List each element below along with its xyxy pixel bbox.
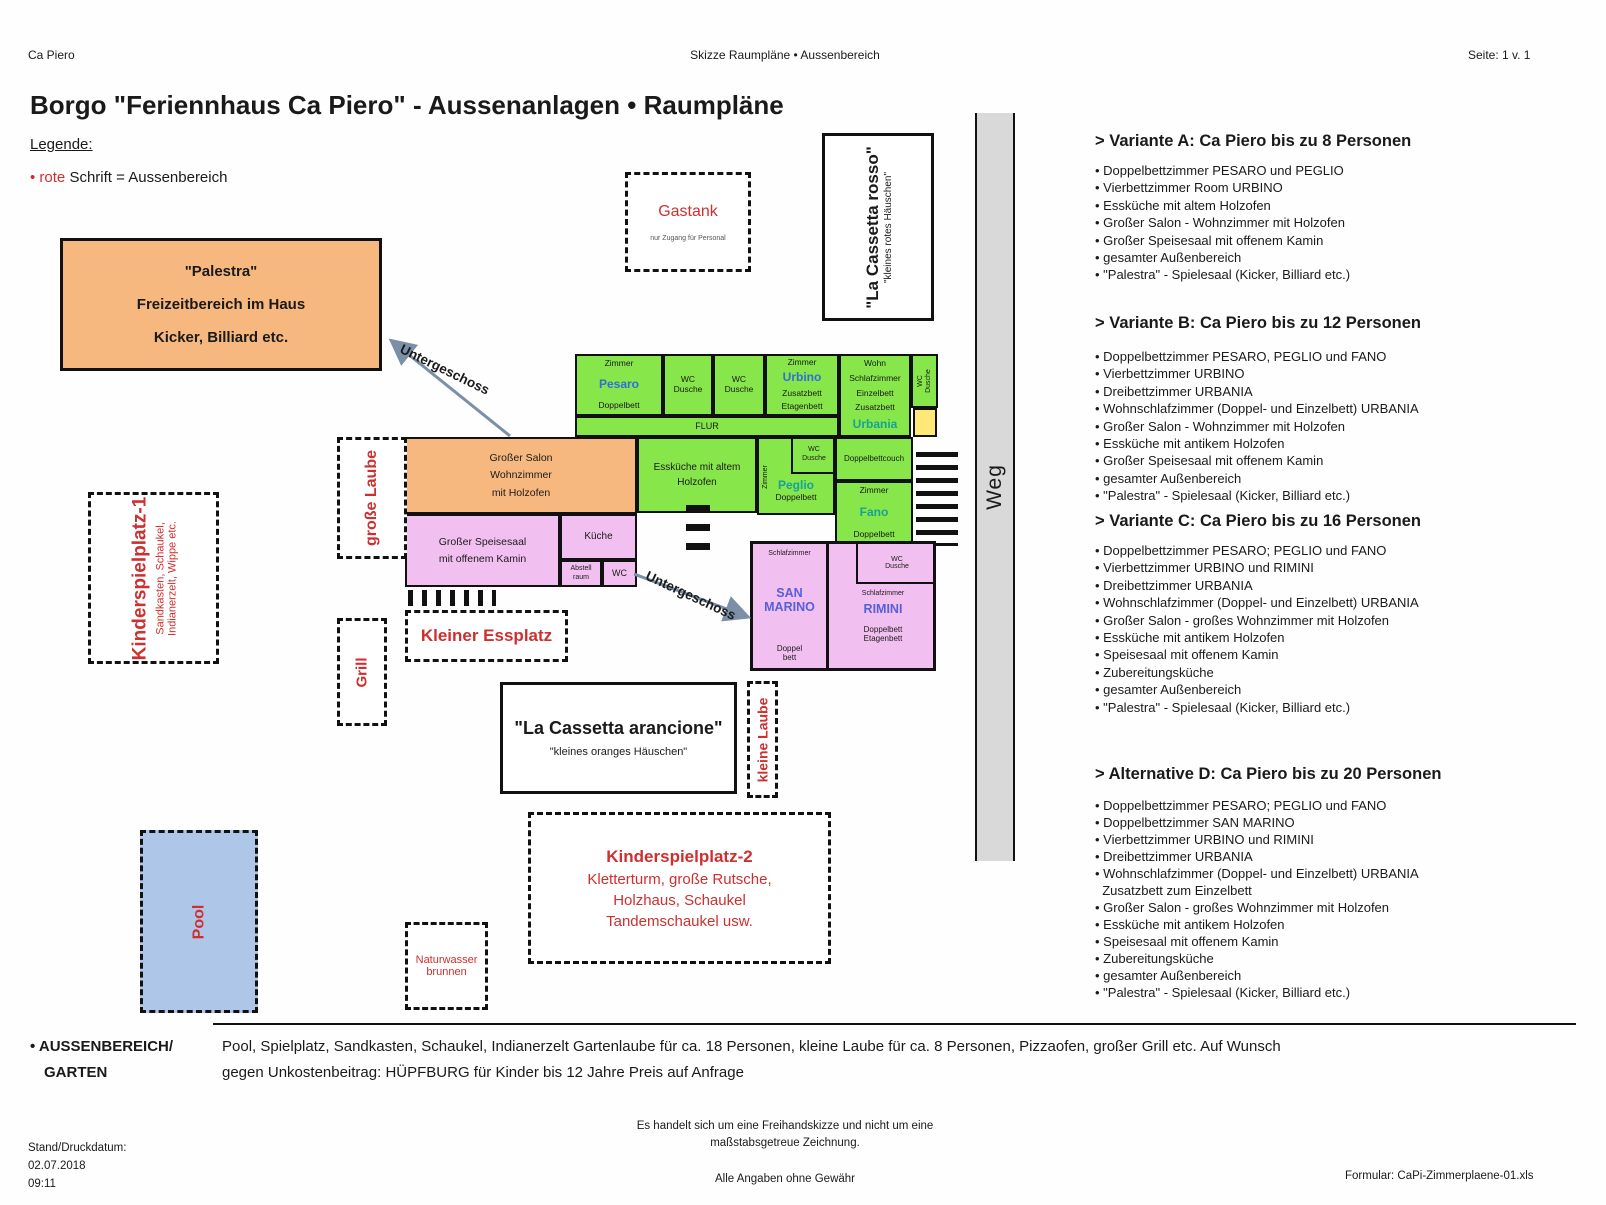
- stairs-east: [916, 452, 958, 546]
- esskueche-l2: Holzofen: [677, 476, 717, 488]
- kleiner-essplatz-area: [405, 610, 568, 662]
- room-urbino-bed2: Etagenbett: [781, 401, 823, 412]
- corridor-flur: [575, 416, 839, 437]
- wc-label: WC: [612, 568, 627, 579]
- wc-label: WC: [680, 374, 696, 385]
- bottom-divider: [213, 1023, 1576, 1025]
- weg-label: Weg: [983, 464, 1006, 510]
- variant-item: • Dreibettzimmer URBANIA: [1095, 383, 1253, 399]
- room-urbania: [839, 354, 911, 437]
- dusche-label: Dusche: [673, 384, 703, 394]
- gastank-note: nur Zugang für Personal: [650, 234, 726, 242]
- footer-note-2: maßstabsgetreue Zeichnung.: [710, 1137, 860, 1149]
- room-speisesaal: [405, 514, 560, 587]
- header-right-page-number: Seite: 1 v. 1: [1468, 48, 1531, 62]
- variant-item: • Großer Salon - großes Wohnzimmer mit Holzofen: [1095, 900, 1390, 915]
- wc-label: WC: [731, 374, 747, 385]
- variant-item: • gesamter Außenbereich: [1095, 968, 1242, 983]
- kinderspielplatz-2-title: Kinderspielplatz-2: [606, 846, 753, 866]
- dusche-label: Dusche: [885, 563, 909, 570]
- room-wc-dusche-4: [791, 437, 835, 474]
- wc-label: WC: [891, 556, 903, 563]
- variant-item: • Großer Salon - großes Wohnzimmer mit Holzofen: [1095, 612, 1390, 628]
- esskueche-l1: Essküche mit altem: [653, 462, 741, 473]
- room-rimini-type: Schlafzimmer: [861, 590, 905, 597]
- variant-b-heading: > Variante B: Ca Piero bis zu 12 Personen: [1095, 314, 1421, 332]
- variant-item: • Großer Salon - Wohnzimmer mit Holzofen: [1095, 418, 1345, 434]
- room-fano-name: Fano: [859, 505, 889, 520]
- variant-item: • Dreibettzimmer URBANIA: [1095, 849, 1253, 864]
- variant-d-heading: > Alternative D: Ca Piero bis zu 20 Personen: [1095, 765, 1442, 783]
- room-urbino-name: Urbino: [782, 370, 822, 385]
- room-rimini-name: RIMINI: [863, 602, 903, 616]
- untergeschoss-upper-label: Untergeschoss: [397, 341, 492, 398]
- kinderspielplatz-2-area: [528, 812, 831, 964]
- variant-item: Zusatzbett zum Einzelbett: [1095, 883, 1252, 898]
- room-esskueche: [637, 437, 757, 513]
- kinderspielplatz-1-sub2: Indianerzelt, Wippe etc.: [166, 520, 178, 636]
- stairs-south: [408, 590, 496, 606]
- variant-item: • Doppelbettzimmer PESARO; PEGLIO und FANO: [1095, 798, 1387, 813]
- variant-item: • Vierbettzimmer URBINO: [1095, 366, 1245, 382]
- salon-l3: mit Holzofen: [491, 486, 551, 499]
- variant-item: • Zubereitungsküche: [1095, 951, 1214, 966]
- cassetta-arancione-subtitle: "kleines oranges Häuschen": [549, 746, 688, 758]
- variant-item: • Speisesaal mit offenem Kamin: [1095, 647, 1279, 663]
- variant-item: • Wohnschlafzimmer (Doppel- und Einzelbett) URBANIA: [1095, 866, 1419, 881]
- kleine-laube-area: [747, 681, 778, 798]
- wc-label: WC: [916, 375, 924, 387]
- palestra-box: [60, 238, 382, 371]
- room-wc-dusche-1: [663, 354, 713, 416]
- cassetta-rooms-block: [750, 541, 936, 671]
- variant-item: • Wohnschlafzimmer (Doppel- und Einzelbett) URBANIA: [1095, 401, 1419, 417]
- aussenbereich-label-2: GARTEN: [44, 1064, 108, 1081]
- kueche-label: Küche: [584, 531, 613, 543]
- flur-label: FLUR: [695, 421, 719, 432]
- room-pesaro-beds: Doppelbett: [598, 400, 640, 411]
- cassetta-arancione-title: "La Cassetta arancione": [514, 718, 723, 738]
- cassetta-rosso-title: "La Cassetta rosso": [862, 145, 882, 309]
- kinderspielplatz-1-sub1: Sandkasten, Schaukel,: [154, 521, 166, 635]
- wc-label: WC: [808, 446, 820, 454]
- variant-item: • Vierbettzimmer URBINO und RIMINI: [1095, 560, 1314, 576]
- room-pesaro-name: Pesaro: [598, 377, 640, 392]
- san-marino-bed1: Doppel: [776, 643, 803, 653]
- kleine-laube-label: kleine Laube: [754, 697, 771, 782]
- aussenbereich-label-1: • AUSSENBEREICH/: [30, 1038, 174, 1055]
- room-rimini: [829, 590, 937, 643]
- variant-d-items: [1095, 797, 1525, 1001]
- variant-b-section: [1095, 314, 1525, 505]
- cassetta-rosso-subtitle: "kleines rotes Häuschen": [882, 171, 894, 283]
- variant-a-heading: > Variante A: Ca Piero bis zu 8 Personen: [1095, 132, 1412, 150]
- room-urbania-l4: Zusatzbett: [855, 402, 895, 413]
- variant-item: • Essküche mit antikem Holzofen: [1095, 630, 1285, 646]
- legend-red-sample: • rote: [30, 169, 66, 186]
- variant-item: • gesamter Außenbereich: [1095, 470, 1242, 486]
- dusche-label: Dusche: [802, 454, 826, 462]
- palestra-line3: Kicker, Billiard etc.: [153, 329, 289, 346]
- footer-disclaimer: Alle Angaben ohne Gewähr: [714, 1173, 856, 1185]
- variant-item: • Großer Speisesaal mit offenem Kamin: [1095, 453, 1324, 469]
- room-wc-dusche-6: [856, 544, 936, 584]
- aussenbereich-text-1: Pool, Spielplatz, Sandkasten, Schaukel, Indianerzelt Gartenlaube für ca. 18 Personen, kleine Laube für ca. 8 Personen, Pizzaofen, großer Grill etc. Auf Wunsch: [222, 1038, 1281, 1055]
- kinderspielplatz-2-line3: Tandemschaukel usw.: [606, 912, 753, 930]
- room-salon: [405, 437, 637, 514]
- variant-item: • Großer Speisesaal mit offenem Kamin: [1095, 232, 1324, 248]
- variant-item: • Vierbettzimmer Room URBINO: [1095, 180, 1283, 196]
- cassetta-rosso-box: [822, 133, 934, 321]
- room-pesaro: [575, 354, 663, 416]
- room-abstellraum: [560, 560, 602, 587]
- kleiner-essplatz-label: Kleiner Essplatz: [420, 626, 553, 645]
- variant-item: • "Palestra" - Spielesaal (Kicker, Billiard etc.): [1095, 985, 1351, 1000]
- footer-note-1: Es handelt sich um eine Freihandskizze und nicht um eine: [636, 1120, 934, 1132]
- room-peglio-name: Peglio: [777, 478, 814, 492]
- variant-item: • Essküche mit antikem Holzofen: [1095, 436, 1285, 452]
- variant-a-items: [1095, 162, 1525, 284]
- steps-path: [686, 505, 710, 561]
- variant-item: • "Palestra" - Spielesaal (Kicker, Billiard etc.): [1095, 267, 1351, 283]
- header-left: Ca Piero: [28, 48, 75, 62]
- variant-item: • Doppelbettzimmer PESARO und PEGLIO: [1095, 163, 1344, 178]
- kinderspielplatz-1-title: Kinderspielplatz-1: [129, 496, 150, 660]
- footer-form-id: Formular: CaPi-Zimmerplaene-01.xls: [1345, 1170, 1534, 1182]
- kinderspielplatz-1-area: [88, 492, 219, 664]
- abstellraum-l2: raum: [573, 573, 589, 581]
- variant-item: • "Palestra" - Spielesaal (Kicker, Billiard etc.): [1095, 699, 1351, 715]
- san-marino-name1: SAN: [776, 586, 803, 600]
- abstellraum-l1: Abstell: [570, 565, 592, 573]
- speisesaal-l1: Großer Speisesaal: [438, 535, 527, 548]
- variant-c-items: [1095, 542, 1525, 716]
- pool-area: [140, 830, 258, 1013]
- cassetta-arancione-box: [500, 682, 737, 794]
- variant-item: • Essküche mit altem Holzofen: [1095, 197, 1271, 213]
- variant-item: • Doppelbettzimmer PESARO; PEGLIO und FANO: [1095, 543, 1387, 558]
- dusche-label: Dusche: [724, 384, 754, 394]
- kinderspielplatz-2-line1: Kletterturm, große Rutsche,: [587, 870, 772, 888]
- room-urbania-l2: Schlafzimmer: [849, 372, 901, 383]
- palestra-title: "Palestra": [184, 263, 258, 280]
- room-fano: [835, 481, 913, 545]
- variant-d-section: [1095, 765, 1525, 1001]
- footer-time: 09:11: [28, 1178, 56, 1190]
- variant-item: • Vierbettzimmer URBINO und RIMINI: [1095, 832, 1314, 847]
- legend-heading: Legende:: [30, 136, 93, 153]
- variant-item: • gesamter Außenbereich: [1095, 250, 1242, 266]
- variant-item: • Essküche mit antikem Holzofen: [1095, 917, 1285, 932]
- room-peglio-beds: Doppelbett: [775, 491, 817, 502]
- room-peglio-labels: [759, 479, 833, 503]
- footer-stand-label: Stand/Druckdatum:: [28, 1142, 127, 1154]
- variant-item: • Doppelbettzimmer PESARO, PEGLIO und FANO: [1095, 349, 1387, 364]
- grill-label: Grill: [353, 656, 371, 688]
- room-san-marino-beds: [753, 644, 826, 663]
- room-urbino-bed1: Zusatzbett: [782, 387, 822, 398]
- room-urbania-name: Urbania: [852, 417, 898, 432]
- stairs-landing: [913, 408, 937, 437]
- room-pesaro-type: Zimmer: [604, 358, 634, 368]
- grosse-laube-area: [337, 437, 407, 559]
- variant-b-items: [1095, 348, 1525, 505]
- legend-line: [30, 169, 227, 186]
- brunnen-line1: Naturwasser: [415, 954, 478, 966]
- header-center: Skizze Raumpläne • Aussenbereich: [690, 48, 880, 62]
- variant-item: • Wohnschlafzimmer (Doppel- und Einzelbett) URBANIA: [1095, 595, 1419, 611]
- variant-item: • Speisesaal mit offenem Kamin: [1095, 934, 1279, 949]
- pool-label: Pool: [189, 904, 207, 939]
- zimmer-vertical-label: Zimmer: [761, 465, 769, 489]
- room-urbania-l3: Einzelbett: [856, 387, 894, 398]
- variant-item: • Zubereitungsküche: [1095, 664, 1214, 680]
- salon-l1: Großer Salon: [489, 452, 553, 465]
- room-wc-dusche-2: [713, 354, 765, 416]
- room-urbino-type: Zimmer: [787, 357, 817, 367]
- legend-rest: Schrift = Aussenbereich: [65, 169, 228, 186]
- room-peglio: [757, 437, 835, 515]
- rimini-bed1: Doppelbett: [863, 625, 903, 634]
- rimini-bed2: Etagenbett: [863, 634, 903, 643]
- naturwasserbrunnen-area: [405, 922, 488, 1010]
- untergeschoss-lower-label: Untergeschoss: [643, 568, 739, 623]
- variant-item: • Großer Salon - Wohnzimmer mit Holzofen: [1095, 215, 1345, 231]
- dusche-label: Dusche: [924, 369, 932, 393]
- gastank-box: [625, 172, 751, 272]
- room-doppelbettcouch: [835, 437, 913, 481]
- brunnen-line2: brunnen: [426, 966, 467, 978]
- variant-a-section: [1095, 132, 1525, 284]
- grill-area: [337, 618, 387, 726]
- variant-item: • gesamter Außenbereich: [1095, 682, 1242, 698]
- page-title: Borgo "Feriennhaus Ca Piero" - Aussenanlagen • Raumpläne: [30, 90, 784, 120]
- weg-path: [975, 113, 1015, 861]
- speisesaal-l2: mit offenem Kamin: [438, 553, 527, 565]
- variant-c-section: [1095, 512, 1525, 716]
- san-marino-name2: MARINO: [764, 600, 815, 614]
- aussenbereich-text-2: gegen Unkostenbeitrag: HÜPFBURG für Kinder bis 12 Jahre Preis auf Anfrage: [222, 1064, 744, 1081]
- gastank-label: Gastank: [658, 202, 718, 220]
- doppelbettcouch-label: Doppelbettcouch: [843, 454, 905, 464]
- variant-item: • Doppelbettzimmer SAN MARINO: [1095, 815, 1295, 830]
- kinderspielplatz-2-line2: Holzhaus, Schaukel: [613, 891, 746, 909]
- room-kueche: [560, 514, 637, 560]
- room-wc-dusche-3: [911, 354, 938, 408]
- room-san-marino-name: [753, 586, 826, 614]
- room-fano-type: Zimmer: [859, 485, 889, 495]
- variant-item: • "Palestra" - Spielesaal (Kicker, Billiard etc.): [1095, 488, 1351, 504]
- room-fano-beds: Doppelbett: [853, 529, 895, 540]
- grosse-laube-label: große Laube: [363, 449, 381, 547]
- variant-c-heading: > Variante C: Ca Piero bis zu 16 Personen: [1095, 512, 1421, 530]
- room-urbino: [765, 354, 839, 416]
- san-marino-bed2: bett: [782, 653, 797, 663]
- palestra-line2: Freizeitbereich im Haus: [136, 296, 306, 313]
- room-san-marino-type: Schlafzimmer: [768, 550, 811, 557]
- footer-date: 02.07.2018: [28, 1160, 86, 1172]
- room-urbania-l1: Wohn: [863, 358, 887, 368]
- variant-item: • Dreibettzimmer URBANIA: [1095, 577, 1253, 593]
- salon-l2: Wohnzimmer: [490, 469, 552, 482]
